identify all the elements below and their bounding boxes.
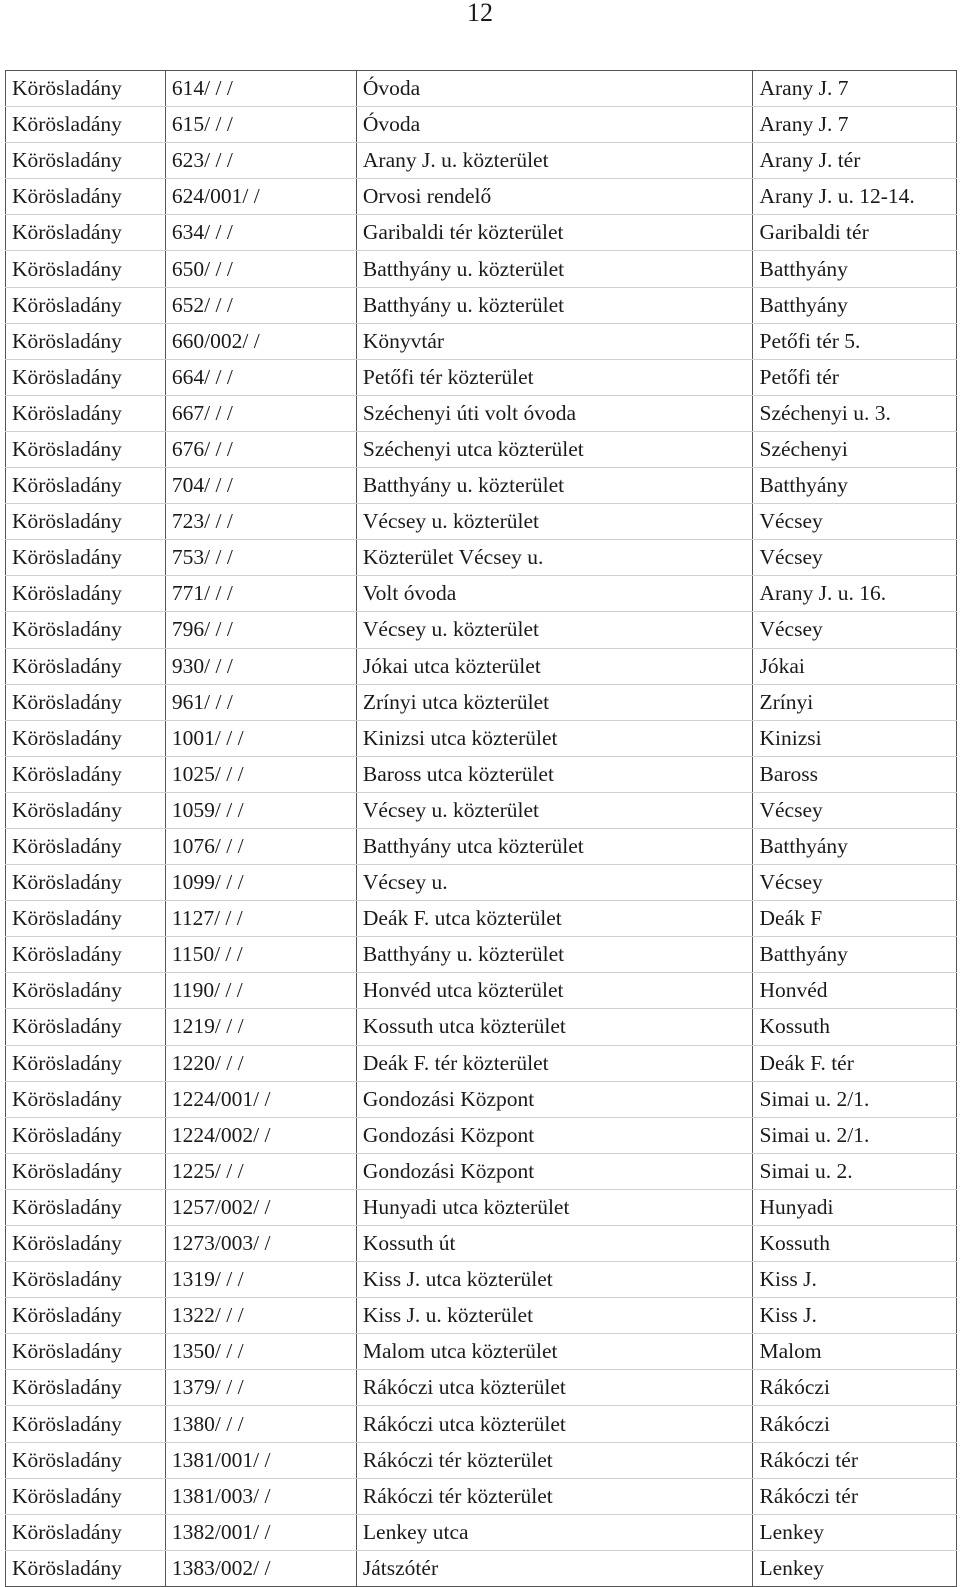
address-cell: Lenkey — [753, 1514, 957, 1550]
settlement-cell: Körösladány — [6, 540, 166, 576]
description-cell: Malom utca közterület — [356, 1334, 753, 1370]
description-cell: Batthyány u. közterület — [356, 287, 753, 323]
description-cell: Könyvtár — [356, 323, 753, 359]
parcel-number-cell: 1381/001/ / — [165, 1442, 356, 1478]
table-row — [6, 720, 957, 756]
address-cell: Vécsey — [753, 612, 957, 648]
settlement-cell: Körösladány — [6, 684, 166, 720]
settlement-cell: Körösladány — [6, 1514, 166, 1550]
description-cell: Petőfi tér közterület — [356, 359, 753, 395]
table-body — [6, 71, 957, 1587]
description-cell: Gondozási Központ — [356, 1153, 753, 1189]
description-cell: Lenkey utca — [356, 1514, 753, 1550]
table-row — [6, 1298, 957, 1334]
address-cell: Kossuth — [753, 1226, 957, 1262]
table-row — [6, 287, 957, 323]
description-cell: Vécsey u. közterület — [356, 504, 753, 540]
description-cell: Jókai utca közterület — [356, 648, 753, 684]
settlement-cell: Körösladány — [6, 359, 166, 395]
address-cell: Simai u. 2/1. — [753, 1117, 957, 1153]
address-cell: Petőfi tér 5. — [753, 323, 957, 359]
parcel-number-cell: 1025/ / / — [165, 756, 356, 792]
table-row — [6, 468, 957, 504]
address-cell: Lenkey — [753, 1550, 957, 1586]
address-cell: Batthyány — [753, 251, 957, 287]
parcel-number-cell: 1059/ / / — [165, 792, 356, 828]
settlement-cell: Körösladány — [6, 1226, 166, 1262]
address-cell: Honvéd — [753, 973, 957, 1009]
table-row — [6, 323, 957, 359]
address-cell: Batthyány — [753, 937, 957, 973]
description-cell: Zrínyi utca közterület — [356, 684, 753, 720]
settlement-cell: Körösladány — [6, 431, 166, 467]
description-cell: Széchenyi úti volt óvoda — [356, 395, 753, 431]
parcel-number-cell: 1190/ / / — [165, 973, 356, 1009]
parcel-number-cell: 1127/ / / — [165, 901, 356, 937]
description-cell: Közterület Vécsey u. — [356, 540, 753, 576]
settlement-cell: Körösladány — [6, 901, 166, 937]
address-cell: Rákóczi tér — [753, 1442, 957, 1478]
parcel-number-cell: 623/ / / — [165, 143, 356, 179]
address-cell: Hunyadi — [753, 1189, 957, 1225]
settlement-cell: Körösladány — [6, 215, 166, 251]
parcel-number-cell: 1150/ / / — [165, 937, 356, 973]
table-row — [6, 1009, 957, 1045]
table-row — [6, 576, 957, 612]
table-row — [6, 1514, 957, 1550]
address-cell: Arany J. u. 12-14. — [753, 179, 957, 215]
description-cell: Rákóczi utca közterület — [356, 1406, 753, 1442]
table-row — [6, 1334, 957, 1370]
table-row — [6, 1370, 957, 1406]
table-row — [6, 1442, 957, 1478]
address-cell: Deák F — [753, 901, 957, 937]
address-cell: Simai u. 2/1. — [753, 1081, 957, 1117]
table-row — [6, 504, 957, 540]
table-row — [6, 395, 957, 431]
property-table — [5, 70, 957, 1587]
address-cell: Kiss J. — [753, 1298, 957, 1334]
address-cell: Simai u. 2. — [753, 1153, 957, 1189]
parcel-number-cell: 1322/ / / — [165, 1298, 356, 1334]
settlement-cell: Körösladány — [6, 1262, 166, 1298]
settlement-cell: Körösladány — [6, 612, 166, 648]
parcel-number-cell: 664/ / / — [165, 359, 356, 395]
table-row — [6, 901, 957, 937]
table-row — [6, 107, 957, 143]
table-row — [6, 1478, 957, 1514]
address-cell: Batthyány — [753, 287, 957, 323]
parcel-number-cell: 652/ / / — [165, 287, 356, 323]
settlement-cell: Körösladány — [6, 576, 166, 612]
parcel-number-cell: 1076/ / / — [165, 828, 356, 864]
settlement-cell: Körösladány — [6, 143, 166, 179]
description-cell: Deák F. utca közterület — [356, 901, 753, 937]
table-row — [6, 1153, 957, 1189]
address-cell: Rákóczi — [753, 1370, 957, 1406]
settlement-cell: Körösladány — [6, 828, 166, 864]
description-cell: Rákóczi tér közterület — [356, 1478, 753, 1514]
address-cell: Vécsey — [753, 865, 957, 901]
table-row — [6, 684, 957, 720]
description-cell: Kossuth út — [356, 1226, 753, 1262]
address-cell: Arany J. u. 16. — [753, 576, 957, 612]
parcel-number-cell: 615/ / / — [165, 107, 356, 143]
description-cell: Hunyadi utca közterület — [356, 1189, 753, 1225]
parcel-number-cell: 1382/001/ / — [165, 1514, 356, 1550]
description-cell: Honvéd utca közterület — [356, 973, 753, 1009]
settlement-cell: Körösladány — [6, 1334, 166, 1370]
parcel-number-cell: 650/ / / — [165, 251, 356, 287]
settlement-cell: Körösladány — [6, 720, 166, 756]
address-cell: Garibaldi tér — [753, 215, 957, 251]
description-cell: Rákóczi tér közterület — [356, 1442, 753, 1478]
description-cell: Deák F. tér közterület — [356, 1045, 753, 1081]
description-cell: Vécsey u. közterület — [356, 612, 753, 648]
description-cell: Vécsey u. közterület — [356, 792, 753, 828]
parcel-number-cell: 634/ / / — [165, 215, 356, 251]
address-cell: Malom — [753, 1334, 957, 1370]
table-row — [6, 1045, 957, 1081]
table-row — [6, 865, 957, 901]
settlement-cell: Körösladány — [6, 1117, 166, 1153]
table-row — [6, 756, 957, 792]
table-row — [6, 937, 957, 973]
parcel-number-cell: 676/ / / — [165, 431, 356, 467]
settlement-cell: Körösladány — [6, 1153, 166, 1189]
settlement-cell: Körösladány — [6, 1045, 166, 1081]
parcel-number-cell: 614/ / / — [165, 71, 356, 107]
address-cell: Arany J. 7 — [753, 71, 957, 107]
parcel-number-cell: 771/ / / — [165, 576, 356, 612]
settlement-cell: Körösladány — [6, 648, 166, 684]
parcel-number-cell: 1380/ / / — [165, 1406, 356, 1442]
description-cell: Kiss J. utca közterület — [356, 1262, 753, 1298]
settlement-cell: Körösladány — [6, 179, 166, 215]
address-cell: Deák F. tér — [753, 1045, 957, 1081]
table-row — [6, 1117, 957, 1153]
table-row — [6, 973, 957, 1009]
parcel-number-cell: 723/ / / — [165, 504, 356, 540]
settlement-cell: Körösladány — [6, 865, 166, 901]
parcel-number-cell: 930/ / / — [165, 648, 356, 684]
parcel-number-cell: 796/ / / — [165, 612, 356, 648]
description-cell: Orvosi rendelő — [356, 179, 753, 215]
parcel-number-cell: 1319/ / / — [165, 1262, 356, 1298]
table-row — [6, 540, 957, 576]
address-cell: Kiss J. — [753, 1262, 957, 1298]
settlement-cell: Körösladány — [6, 323, 166, 359]
table-row — [6, 215, 957, 251]
table-row — [6, 179, 957, 215]
address-cell: Kossuth — [753, 1009, 957, 1045]
parcel-number-cell: 1224/002/ / — [165, 1117, 356, 1153]
description-cell: Óvoda — [356, 107, 753, 143]
address-cell: Arany J. tér — [753, 143, 957, 179]
parcel-number-cell: 667/ / / — [165, 395, 356, 431]
description-cell: Gondozási Központ — [356, 1117, 753, 1153]
address-cell: Rákóczi — [753, 1406, 957, 1442]
address-cell: Arany J. 7 — [753, 107, 957, 143]
settlement-cell: Körösladány — [6, 1009, 166, 1045]
settlement-cell: Körösladány — [6, 1189, 166, 1225]
parcel-number-cell: 1219/ / / — [165, 1009, 356, 1045]
description-cell: Rákóczi utca közterület — [356, 1370, 753, 1406]
settlement-cell: Körösladány — [6, 1442, 166, 1478]
address-cell: Petőfi tér — [753, 359, 957, 395]
table-row — [6, 828, 957, 864]
address-cell: Rákóczi tér — [753, 1478, 957, 1514]
settlement-cell: Körösladány — [6, 504, 166, 540]
parcel-number-cell: 624/001/ / — [165, 179, 356, 215]
table-row — [6, 1081, 957, 1117]
parcel-number-cell: 1225/ / / — [165, 1153, 356, 1189]
address-cell: Batthyány — [753, 828, 957, 864]
address-cell: Baross — [753, 756, 957, 792]
table-row — [6, 143, 957, 179]
parcel-number-cell: 1257/002/ / — [165, 1189, 356, 1225]
address-cell: Vécsey — [753, 504, 957, 540]
settlement-cell: Körösladány — [6, 1550, 166, 1586]
settlement-cell: Körösladány — [6, 792, 166, 828]
description-cell: Batthyány u. közterület — [356, 251, 753, 287]
settlement-cell: Körösladány — [6, 1370, 166, 1406]
parcel-number-cell: 1273/003/ / — [165, 1226, 356, 1262]
table-row — [6, 792, 957, 828]
address-cell: Vécsey — [753, 540, 957, 576]
description-cell: Vécsey u. — [356, 865, 753, 901]
address-cell: Vécsey — [753, 792, 957, 828]
table-row — [6, 71, 957, 107]
parcel-number-cell: 1224/001/ / — [165, 1081, 356, 1117]
settlement-cell: Körösladány — [6, 468, 166, 504]
table-row — [6, 251, 957, 287]
description-cell: Széchenyi utca közterület — [356, 431, 753, 467]
description-cell: Batthyány u. közterület — [356, 468, 753, 504]
settlement-cell: Körösladány — [6, 71, 166, 107]
address-cell: Batthyány — [753, 468, 957, 504]
table-row — [6, 1406, 957, 1442]
parcel-number-cell: 1383/002/ / — [165, 1550, 356, 1586]
address-cell: Zrínyi — [753, 684, 957, 720]
description-cell: Garibaldi tér közterület — [356, 215, 753, 251]
table-row — [6, 648, 957, 684]
description-cell: Óvoda — [356, 71, 753, 107]
table-row — [6, 1262, 957, 1298]
page-number: 12 — [467, 0, 493, 27]
description-cell: Volt óvoda — [356, 576, 753, 612]
settlement-cell: Körösladány — [6, 937, 166, 973]
parcel-number-cell: 704/ / / — [165, 468, 356, 504]
parcel-number-cell: 1379/ / / — [165, 1370, 356, 1406]
parcel-number-cell: 1099/ / / — [165, 865, 356, 901]
description-cell: Kossuth utca közterület — [356, 1009, 753, 1045]
table-row — [6, 612, 957, 648]
address-cell: Jókai — [753, 648, 957, 684]
description-cell: Batthyány u. közterület — [356, 937, 753, 973]
settlement-cell: Körösladány — [6, 251, 166, 287]
parcel-number-cell: 1350/ / / — [165, 1334, 356, 1370]
table-row — [6, 1226, 957, 1262]
settlement-cell: Körösladány — [6, 107, 166, 143]
description-cell: Arany J. u. közterület — [356, 143, 753, 179]
settlement-cell: Körösladány — [6, 395, 166, 431]
description-cell: Baross utca közterület — [356, 756, 753, 792]
settlement-cell: Körösladány — [6, 1478, 166, 1514]
parcel-number-cell: 660/002/ / — [165, 323, 356, 359]
settlement-cell: Körösladány — [6, 973, 166, 1009]
parcel-number-cell: 1001/ / / — [165, 720, 356, 756]
address-cell: Kinizsi — [753, 720, 957, 756]
settlement-cell: Körösladány — [6, 287, 166, 323]
description-cell: Gondozási Központ — [356, 1081, 753, 1117]
description-cell: Kiss J. u. közterület — [356, 1298, 753, 1334]
description-cell: Kinizsi utca közterület — [356, 720, 753, 756]
table-row — [6, 1189, 957, 1225]
address-cell: Széchenyi u. 3. — [753, 395, 957, 431]
table-row — [6, 431, 957, 467]
settlement-cell: Körösladány — [6, 1081, 166, 1117]
parcel-number-cell: 961/ / / — [165, 684, 356, 720]
settlement-cell: Körösladány — [6, 1406, 166, 1442]
table-row — [6, 359, 957, 395]
parcel-number-cell: 1381/003/ / — [165, 1478, 356, 1514]
description-cell: Játszótér — [356, 1550, 753, 1586]
parcel-number-cell: 1220/ / / — [165, 1045, 356, 1081]
settlement-cell: Körösladány — [6, 1298, 166, 1334]
table-row — [6, 1550, 957, 1586]
parcel-number-cell: 753/ / / — [165, 540, 356, 576]
address-cell: Széchenyi — [753, 431, 957, 467]
settlement-cell: Körösladány — [6, 756, 166, 792]
description-cell: Batthyány utca közterület — [356, 828, 753, 864]
